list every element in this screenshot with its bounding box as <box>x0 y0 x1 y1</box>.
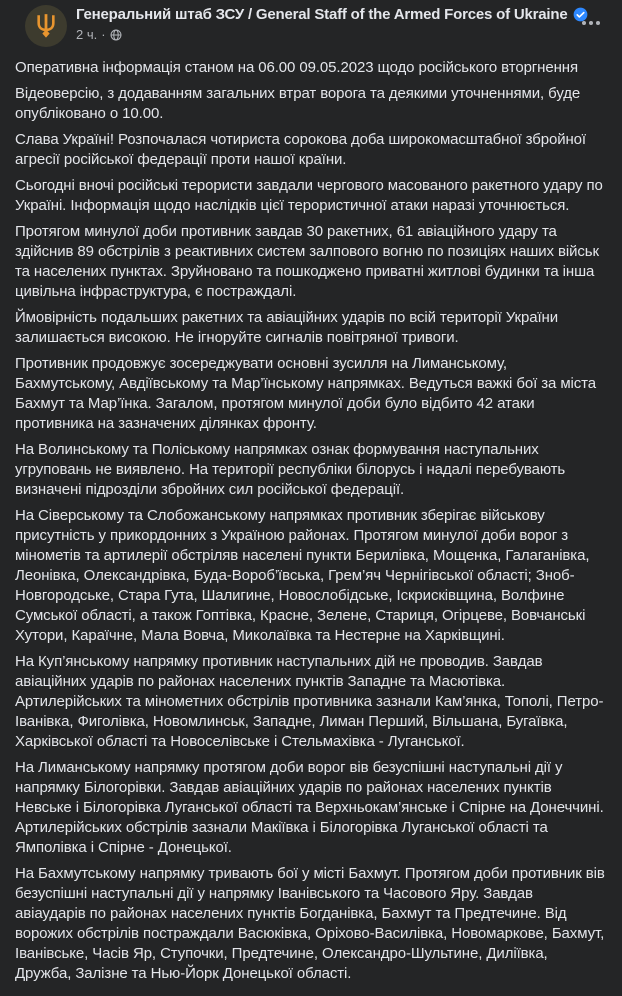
post-body <box>0 51 622 984</box>
post-paragraph: На Бахмутському напрямку тривають бої у місті Бахмут. Протягом доби противник вів безуспішні наступальні дії у напрямку Іванівського та Часового Яру. Завдав авіаударів по районах населених пунктів Богданівка, Бахмут та Предтечине. Від ворожих обстрілів постраждали Васюківка, Оріхово-Василівка, Новомаркове, Бахмут, Іванівське, Часів Яр, Ступочки, Предтечине, Олександро-Шультине, Диліївка, Дружба, Залізне та Нью-Йорк Донецької області. <box>15 865 605 982</box>
audience-public-globe-icon <box>110 29 122 41</box>
dot-icon <box>582 21 586 25</box>
dot-icon <box>589 21 593 25</box>
post-timestamp[interactable]: 2 ч. <box>76 27 98 42</box>
post-paragraph: Оперативна інформація станом на 06.00 09.05.2023 щодо російського вторгнення <box>15 59 578 76</box>
post-paragraph: Слава Україні! Розпочалася чотириста сорокова доба широкомасштабної збройної агресії російської федерації проти нашої країни. <box>15 131 586 168</box>
post-options-button[interactable] <box>578 13 604 33</box>
page-name-link[interactable] <box>76 6 574 23</box>
page-name-label: Генеральний штаб ЗСУ / General Staff of the Armed Forces of Ukraine <box>76 6 568 23</box>
post-paragraph: Протягом минулої доби противник завдав 30 ракетних, 61 авіаційного удару та здійснив 89 обстрілів з реактивних систем залпового вогню по позиціях наших військ та населених пунктах. Зруйновано та пошкоджено приватні житлові будинки та інша цивільна інфраструктура, є постраждалі. <box>15 223 599 300</box>
post-paragraph: Сьогодні вночі російські терористи завдали чергового масованого ракетного удару по Україні. Інформація щодо наслідків цієї терористичної атаки наразі уточнюється. <box>15 177 603 214</box>
post-header <box>0 0 622 51</box>
post-paragraph: На Лиманському напрямку протягом доби ворог вів безуспішні наступальні дії у напрямку Білогорівки. Завдав авіаційних ударів по районах населених пунктів Невське і Білогорівка Луганської області та Верхньокам’янське і Спірне на Донеччині. Артилерійських обстрілів зазнали Макіївка і Білогорівка Луганської області та Ямполівка і Спірне - Донецької. <box>15 759 604 856</box>
post-paragraph: Ймовірність подальших ракетних та авіаційних ударів по всій території України залишається високою. Не ігноруйте сигналів повітряної тривоги. <box>15 309 558 346</box>
post-meta-row <box>76 27 574 42</box>
post-paragraph: На Сіверському та Слобожанському напрямках противник зберігає військову присутність у прикордонних з Україною районах. Протягом минулої доби ворог з мінометів та артилерії обстріляв населені пункти Берилівка, Мощенка, Галаганівка, Леонівка, Олександрівка, Буда-Вороб’ївська, Грем’яч Чернігівської області; Зноб-Новгородське, Стара Гута, Шалигине, Новослобідське, Іскрисківщина, Волфине Сумської області, а також Гоптівка, Красне, Зелене, Стариця, Огірцеве, Вовчанські Хутори, Караїчне, Мала Вовча, Миколаївка та Нестерне на Харківщині. <box>15 507 590 644</box>
trident-icon <box>33 12 59 40</box>
dot-icon <box>596 21 600 25</box>
header-text-block <box>76 5 574 42</box>
page-avatar[interactable] <box>25 5 67 47</box>
post-paragraph: Відеоверсію, з додаванням загальних втрат ворога та деякими уточненнями, буде опубліковано о 10.00. <box>15 85 581 122</box>
post-paragraph: На Волинському та Поліському напрямках ознак формування наступальних угруповань не виявлено. На території республіки білорусь і надалі перебувають визначені підрозділи збройних сил російської федерації. <box>15 441 566 498</box>
post-paragraph: На Куп’янському напрямку противник наступальних дій не проводив. Завдав авіаційних ударів по районах населених пунктів Западне та Масютівка. Артилерійських та мінометних обстрілів противника зазнали Кам’янка, Тополі, Петро-Іванівка, Фиголівка, Новомлинськ, Западне, Лиман Перший, Вільшана, Бугаївка, Харківської області та Новоселівське і Стельмахівка - Луганської. <box>15 653 604 750</box>
meta-separator: · <box>101 27 106 42</box>
post-paragraph: Противник продовжує зосереджувати основні зусилля на Лиманському, Бахмутському, Авдіївському та Мар’їнському напрямках. Ведуться важкі бої за міста Бахмут та Мар’їнка. Загалом, протягом минулої доби було відбито 42 атаки противника на зазначених ділянках фронту. <box>15 355 597 432</box>
